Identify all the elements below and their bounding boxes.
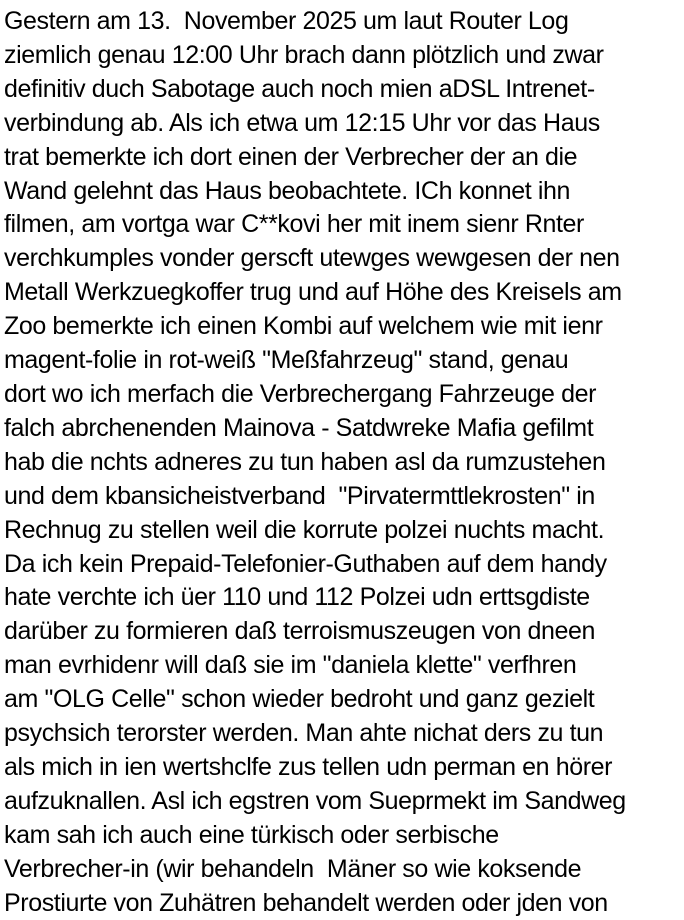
text-line: Verbrecher-in (wir behandeln Mäner so wie koksende — [4, 854, 582, 883]
text-line: am "OLG Celle" schon wieder bedroht und ganz gezielt — [4, 685, 595, 714]
text-line: hate verchte ich üer 110 und 112 Polzei udn erttsgdiste — [4, 583, 590, 612]
text-line: verbindung ab. Als ich etwa um 12:15 Uhr vor das Haus — [4, 108, 600, 137]
text-line: aufzuknallen. Asl ich egstren vom Sueprmekt im Sandweg — [4, 786, 626, 815]
text-line: man evrhidenr will daß sie im "daniela klette" verfhren — [4, 651, 577, 680]
text-line: darüber zu formieren daß terroismuszeugen von dneen — [4, 617, 596, 646]
text-line: Da ich kein Prepaid-Telefonier-Guthaben auf dem handy — [4, 549, 607, 578]
text-line: als mich in ien wertshclfe zus tellen udn perman en hörer — [4, 752, 613, 781]
text-line: psychsich terorster werden. Man ahte nichat ders zu tun — [4, 719, 604, 748]
text-line: dort wo ich merfach die Verbrechergang Fahrzeuge der — [4, 379, 597, 408]
text-line: verchkumples vonder gerscft utewges wewgesen der nen — [4, 244, 620, 273]
text-line: filmen, am vortga war C**kovi her mit inem sienr Rnter — [4, 210, 584, 239]
text-line: kam sah ich auch eine türkisch oder serbische — [4, 820, 499, 849]
text-line: hab die nchts adneres zu tun haben asl da rumzustehen — [4, 447, 606, 476]
text-line: Rechnug zu stellen weil die korrute polzei nuchts macht. — [4, 515, 605, 544]
text-line: falch abrchenenden Mainova - Satdwreke Mafia gefilmt — [4, 413, 594, 442]
text-line: trat bemerkte ich dort einen der Verbrecher der an die — [4, 142, 578, 171]
text-line: magent-folie in rot-weiß "Meßfahrzeug" stand, genau — [4, 346, 569, 375]
text-line: Wand gelehnt das Haus beobachtete. ICh konnet ihn — [4, 176, 570, 205]
text-line: definitiv duch Sabotage auch noch mien aDSL Intrenet- — [4, 74, 595, 103]
text-line: Zoo bemerkte ich einen Kombi auf welchem wie mit ienr — [4, 312, 603, 341]
text-line: Gestern am 13. November 2025 um laut Router Log — [4, 7, 569, 35]
text-line: Metall Werkzuegkoffer trug und auf Höhe des Kreisels am — [4, 278, 622, 307]
text-line: ziemlich genau 12:00 Uhr brach dann plötzlich und zwar — [4, 40, 604, 69]
text-line: und dem kbansicheistverband "Pirvatermttlekrosten" in — [4, 481, 595, 510]
text-line: Prostiurte von Zuhätren behandelt werden oder jden von — [4, 888, 608, 917]
